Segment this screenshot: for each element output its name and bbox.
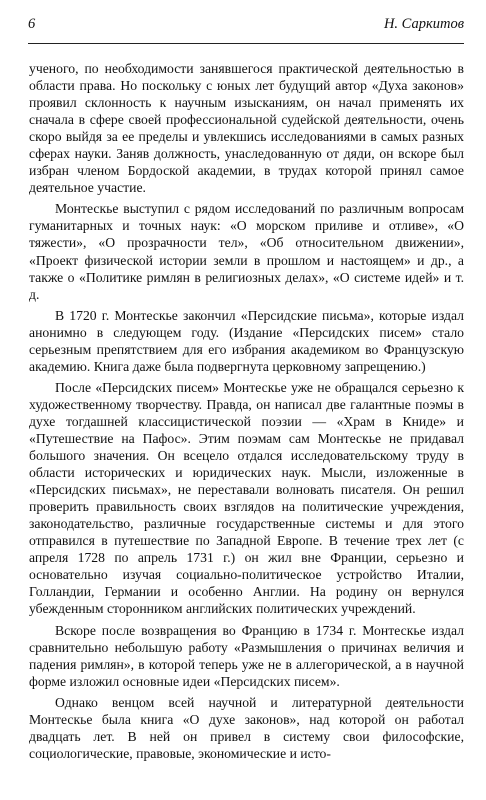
- paragraph-1: ученого, по необходимости занявшегося практической деятельностью в области права. Но поскольку с юных лет будущий автор «Духа законов» проявил склонность к научным изысканиям, он начал применять их сначала в сфере своей профессиональной судейской деятельности, очень скоро выйдя за ее пределы и увлекшись исследованиями в самых разных сферах науки. Заняв должность, унаследованную от дяди, он вскоре был избран членом Бордоской академии, в трудах которой принял самое деятельное участие.: [29, 61, 464, 196]
- paragraph-3: В 1720 г. Монтескье закончил «Персидские письма», которые издал анонимно в следующем году. (Издание «Персидских писем» стало серьезным препятствием для его избрания академиком во Французскую академию. Книга даже была подвергнута церковному запрещению.): [29, 307, 464, 374]
- header-rule: [28, 43, 464, 44]
- running-head-author: Н. Саркитов: [383, 16, 464, 32]
- page-number: 6: [28, 16, 36, 32]
- paragraph-5: Вскоре после возвращения во Францию в 1734 г. Монтескье издал сравнительно небольшую работу «Размышления о причинах величия и падения римлян», в которой теперь уже не в аллегорической, а в научной форме изложил основные идеи «Персидских писем».: [29, 622, 464, 689]
- paragraph-4: После «Персидских писем» Монтескье уже не обращался серьезно к художественному творчеству. Правда, он написал две галантные поэмы в духе тогдашней классицистической поэзии — «Храм в Книде» и «Путешествие на Пафос». Этим поэмам сам Монтескье не придавал большого значения. Он всецело отдался исследовательскому труду в области исторических и юридических наук. Мысли, изложенные в «Персидских письмах», не переставали волновать писателя. Он решил проверить правильность своих взглядов на политические учреждения, законодательство, различные государственные системы и для этого отправился в путешествие по Западной Европе. В течение трех лет (с апреля 1728 по апрель 1731 г.) он жил вне Франции, серьезно и основательно изучая социально-политическое устройство Италии, Голландии, Германии и особенно Англии. На родину он вернулся убежденным сторонником английских политических учреждений.: [29, 379, 464, 617]
- running-header: [28, 16, 464, 38]
- paragraph-2: Монтескье выступил с рядом исследований по различным вопросам гуманитарных и точных наук: «О морском приливе и отливе», «О тяжести», «О прозрачности тел», «Об относительном движении», «Проект физической истории земли в прошлом и настоящем» и др., а также о «Политике римлян в религиозных делах», «О системе идей» и т. д.: [29, 201, 464, 302]
- paragraph-6: Однако венцом всей научной и литературной деятельности Монтескье была книга «О духе законов», над которой он работал двадцать лет. В ней он привел в систему свои философские, социологические, правовые, экономические и исто-: [29, 694, 464, 761]
- body-text: [29, 60, 464, 766]
